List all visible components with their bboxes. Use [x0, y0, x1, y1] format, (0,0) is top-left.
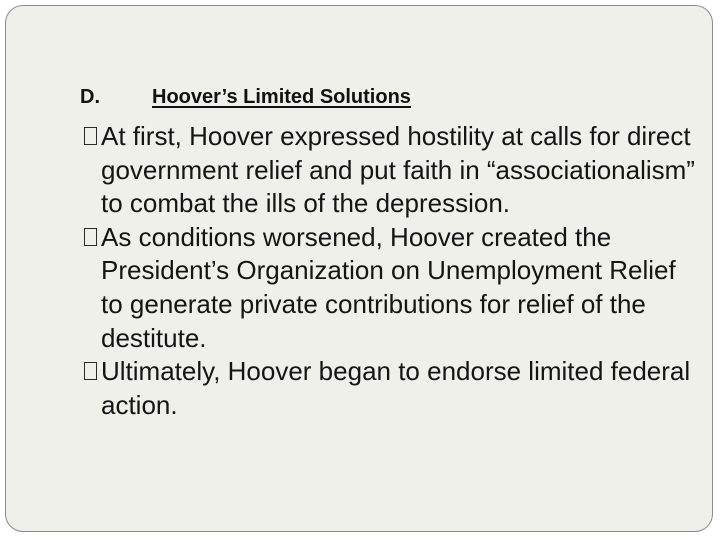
box-bullet-icon	[84, 362, 97, 380]
box-bullet-icon	[84, 127, 97, 145]
bullet-text: As conditions worsened, Hoover created the President’s Organization on Unemployment Relief to generate private contributions for relief of the destitute.	[101, 221, 676, 353]
bullet-item	[84, 221, 704, 355]
box-bullet-icon	[84, 228, 97, 246]
bullet-item	[84, 120, 704, 221]
bullet-list	[84, 120, 704, 422]
section-letter: D.	[80, 86, 100, 108]
section-title: Hoover’s Limited Solutions	[152, 86, 411, 108]
bullet-text: Ultimately, Hoover began to endorse limited federal action.	[101, 356, 691, 420]
bullet-item	[84, 355, 704, 422]
section-heading	[80, 86, 411, 109]
bullet-text: At first, Hoover expressed hostility at calls for direct government relief and put faith in “associationalism” to combat the ills of the depression.	[101, 121, 695, 219]
